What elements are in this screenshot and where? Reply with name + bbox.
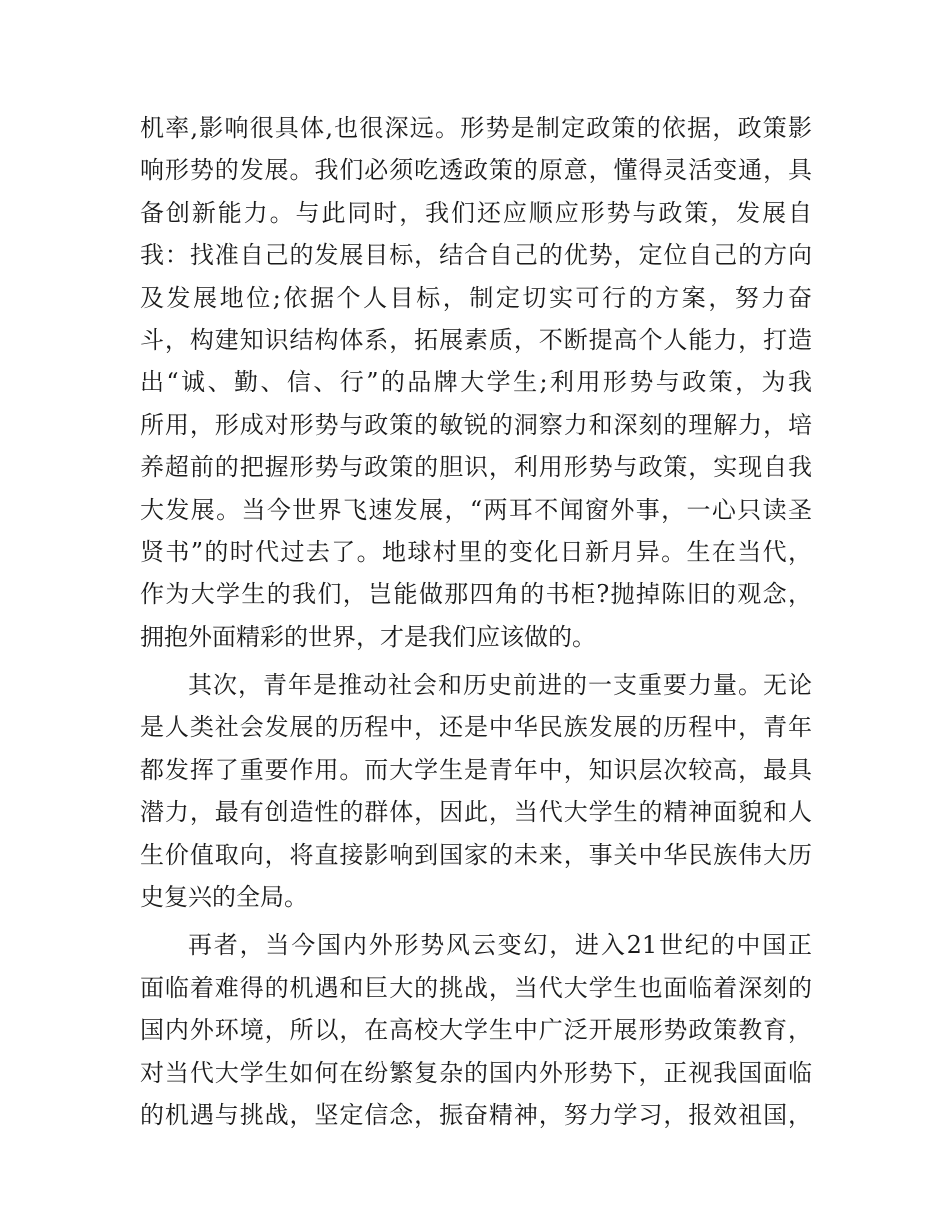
document-body	[140, 107, 812, 1136]
text-line: 机率,影响很具体,也很深远。形势是制定政策的依据，政策影	[140, 114, 812, 142]
text-line: 生价值取向，将直接影响到国家的未来，事关中华民族伟大历	[140, 840, 812, 869]
text-line: 再者，当今国内外形势风云变幻，进入21世纪的中国正	[188, 931, 812, 960]
text-line: 是人类社会发展的历程中，还是中华民族发展的历程中，青年	[140, 713, 812, 742]
paragraph-3	[140, 924, 812, 1136]
text-line: 其次，青年是推动社会和历史前进的一支重要力量。无论	[188, 671, 812, 700]
text-line: 及发展地位;依据个人目标，制定切实可行的方案，努力奋	[140, 283, 812, 312]
text-line: 大发展。当今世界飞速发展，“两耳不闻窗外事，一心只读圣	[140, 495, 812, 524]
text-line: 对当代大学生如何在纷繁复杂的国内外形势下，正视我国面临	[140, 1058, 812, 1087]
text-line: 备创新能力。与此同时，我们还应顺应形势与政策，发展自	[140, 198, 812, 227]
text-line: 响形势的发展。我们必须吃透政策的原意，懂得灵活变通，具	[140, 156, 812, 185]
paragraph-1	[140, 107, 812, 658]
text-line: 的机遇与挑战，坚定信念，振奋精神，努力学习，报效祖国，	[140, 1100, 812, 1129]
text-line: 国内外环境，所以，在高校大学生中广泛开展形势政策教育，	[140, 1016, 812, 1045]
text-line: 面临着难得的机遇和巨大的挑战，当代大学生也面临着深刻的	[140, 973, 812, 1002]
text-line: 所用，形成对形势与政策的敏锐的洞察力和深刻的理解力，培	[140, 410, 812, 439]
text-line: 潜力，最有创造性的群体，因此，当代大学生的精神面貌和人	[140, 798, 812, 827]
text-line: 出“诚、勤、信、行”的品牌大学生;利用形势与政策，为我	[140, 368, 812, 397]
text-line: 斗，构建知识结构体系，拓展素质，不断提高个人能力，打造	[140, 325, 812, 354]
text-line: 我：找准自己的发展目标，结合自己的优势，定位自己的方向	[140, 241, 812, 270]
text-line: 拥抱外面精彩的世界，才是我们应该做的。	[140, 622, 596, 651]
text-line: 都发挥了重要作用。而大学生是青年中，知识层次较高，最具	[140, 755, 812, 784]
text-line: 作为大学生的我们，岂能做那四角的书柜?抛掉陈旧的观念，	[140, 580, 812, 609]
text-line: 贤书”的时代过去了。地球村里的变化日新月异。生在当代，	[140, 537, 812, 566]
text-line: 养超前的把握形势与政策的胆识，利用形势与政策，实现自我	[140, 453, 812, 482]
paragraph-2	[140, 664, 812, 918]
text-line: 史复兴的全局。	[140, 883, 308, 912]
